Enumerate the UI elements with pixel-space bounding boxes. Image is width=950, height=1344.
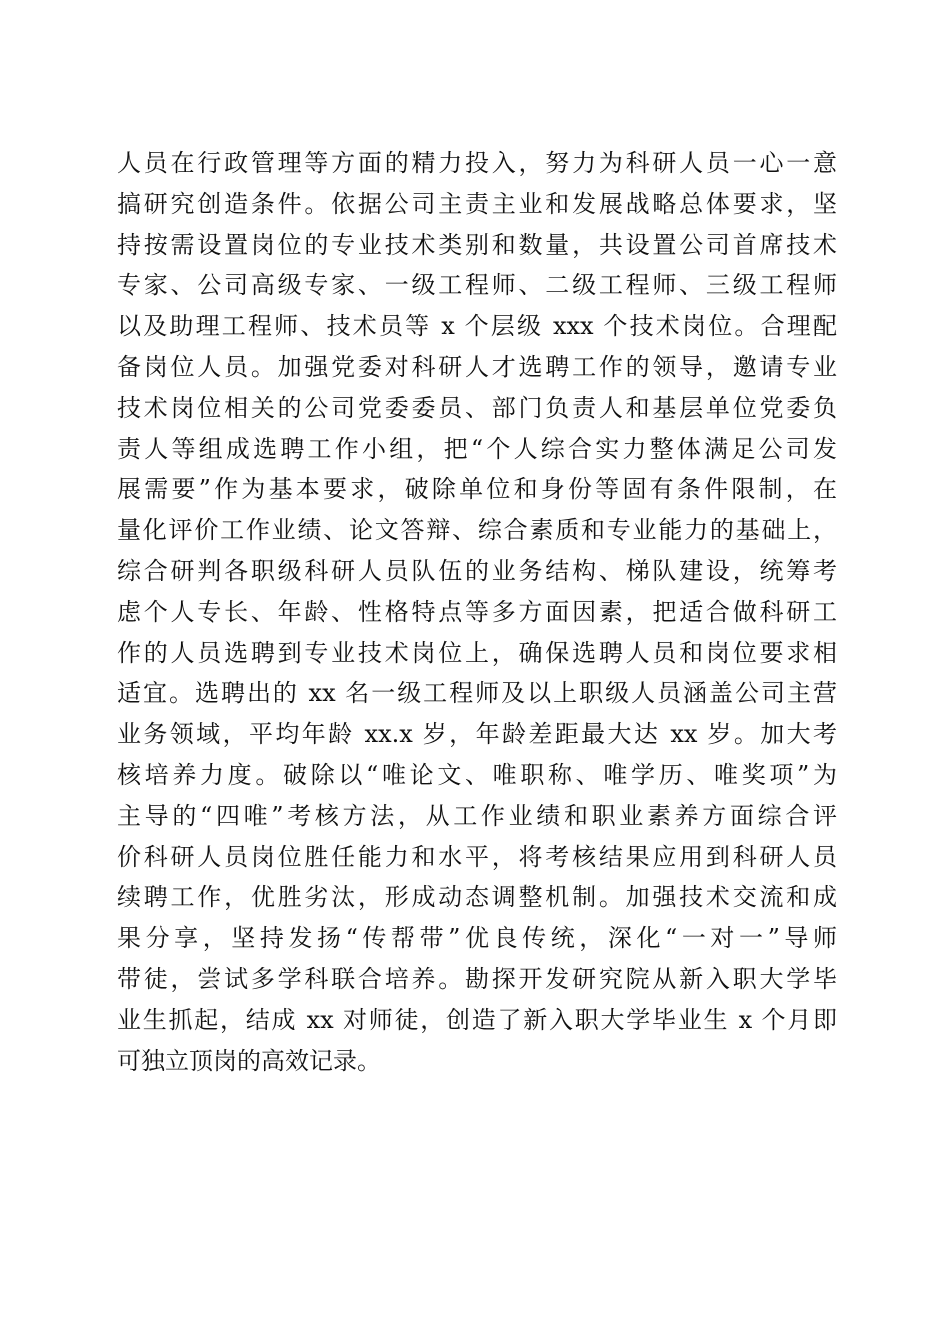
text-line-3: 持按需设置岗位的专业技术类别和数量，共设置公司首席技术 bbox=[117, 230, 837, 259]
text-line-21: 带徒，尝试多学科联合培养。勘探开发研究院从新入职大学毕 bbox=[117, 964, 837, 993]
text-line-12: 虑个人专长、年龄、性格特点等多方面因素，把适合做科研工 bbox=[117, 597, 837, 626]
text-line-19: 续聘工作，优胜劣汰，形成动态调整机制。加强技术交流和成 bbox=[117, 883, 837, 912]
text-line-8: 责人等组成选聘工作小组，把“个人综合实力整体满足公司发 bbox=[117, 434, 837, 463]
text-line-2: 搞研究创造条件。依据公司主责主业和发展战略总体要求，坚 bbox=[117, 189, 837, 218]
text-line-20: 果分享，坚持发扬“传帮带”优良传统，深化“一对一”导师 bbox=[117, 924, 837, 953]
text-line-17: 主导的“四唯”考核方法，从工作业绩和职业素养方面综合评 bbox=[117, 801, 837, 830]
text-line-6: 备岗位人员。加强党委对科研人才选聘工作的领导，邀请专业 bbox=[117, 352, 837, 381]
text-line-14: 适宜。选聘出的 xx 名一级工程师及以上职级人员涵盖公司主营 bbox=[117, 679, 837, 708]
text-line-7: 技术岗位相关的公司党委委员、部门负责人和基层单位党委负 bbox=[117, 393, 837, 422]
text-line-4: 专家、公司高级专家、一级工程师、二级工程师、三级工程师 bbox=[117, 271, 837, 300]
text-line-18: 价科研人员岗位胜任能力和水平，将考核结果应用到科研人员 bbox=[117, 842, 837, 871]
text-line-9: 展需要”作为基本要求，破除单位和身份等固有条件限制，在 bbox=[117, 475, 837, 504]
text-line-13: 作的人员选聘到专业技术岗位上，确保选聘人员和岗位要求相 bbox=[117, 638, 837, 667]
text-line-10: 量化评价工作业绩、论文答辩、综合素质和专业能力的基础上， bbox=[117, 516, 837, 545]
text-line-1: 人员在行政管理等方面的精力投入，努力为科研人员一心一意 bbox=[117, 149, 837, 177]
text-line-16: 核培养力度。破除以“唯论文、唯职称、唯学历、唯奖项”为 bbox=[117, 760, 837, 789]
body-paragraph bbox=[117, 143, 837, 1081]
text-line-23: 可独立顶岗的高效记录。 bbox=[117, 1046, 381, 1075]
text-line-5: 以及助理工程师、技术员等 x 个层级 xxx 个技术岗位。合理配 bbox=[117, 312, 837, 341]
text-line-22: 业生抓起，结成 xx 对师徒，创造了新入职大学毕业生 x 个月即 bbox=[117, 1005, 837, 1034]
text-line-11: 综合研判各职级科研人员队伍的业务结构、梯队建设，统筹考 bbox=[117, 556, 837, 585]
text-line-15: 业务领域，平均年龄 xx.x 岁，年龄差距最大达 xx 岁。加大考 bbox=[117, 720, 837, 749]
